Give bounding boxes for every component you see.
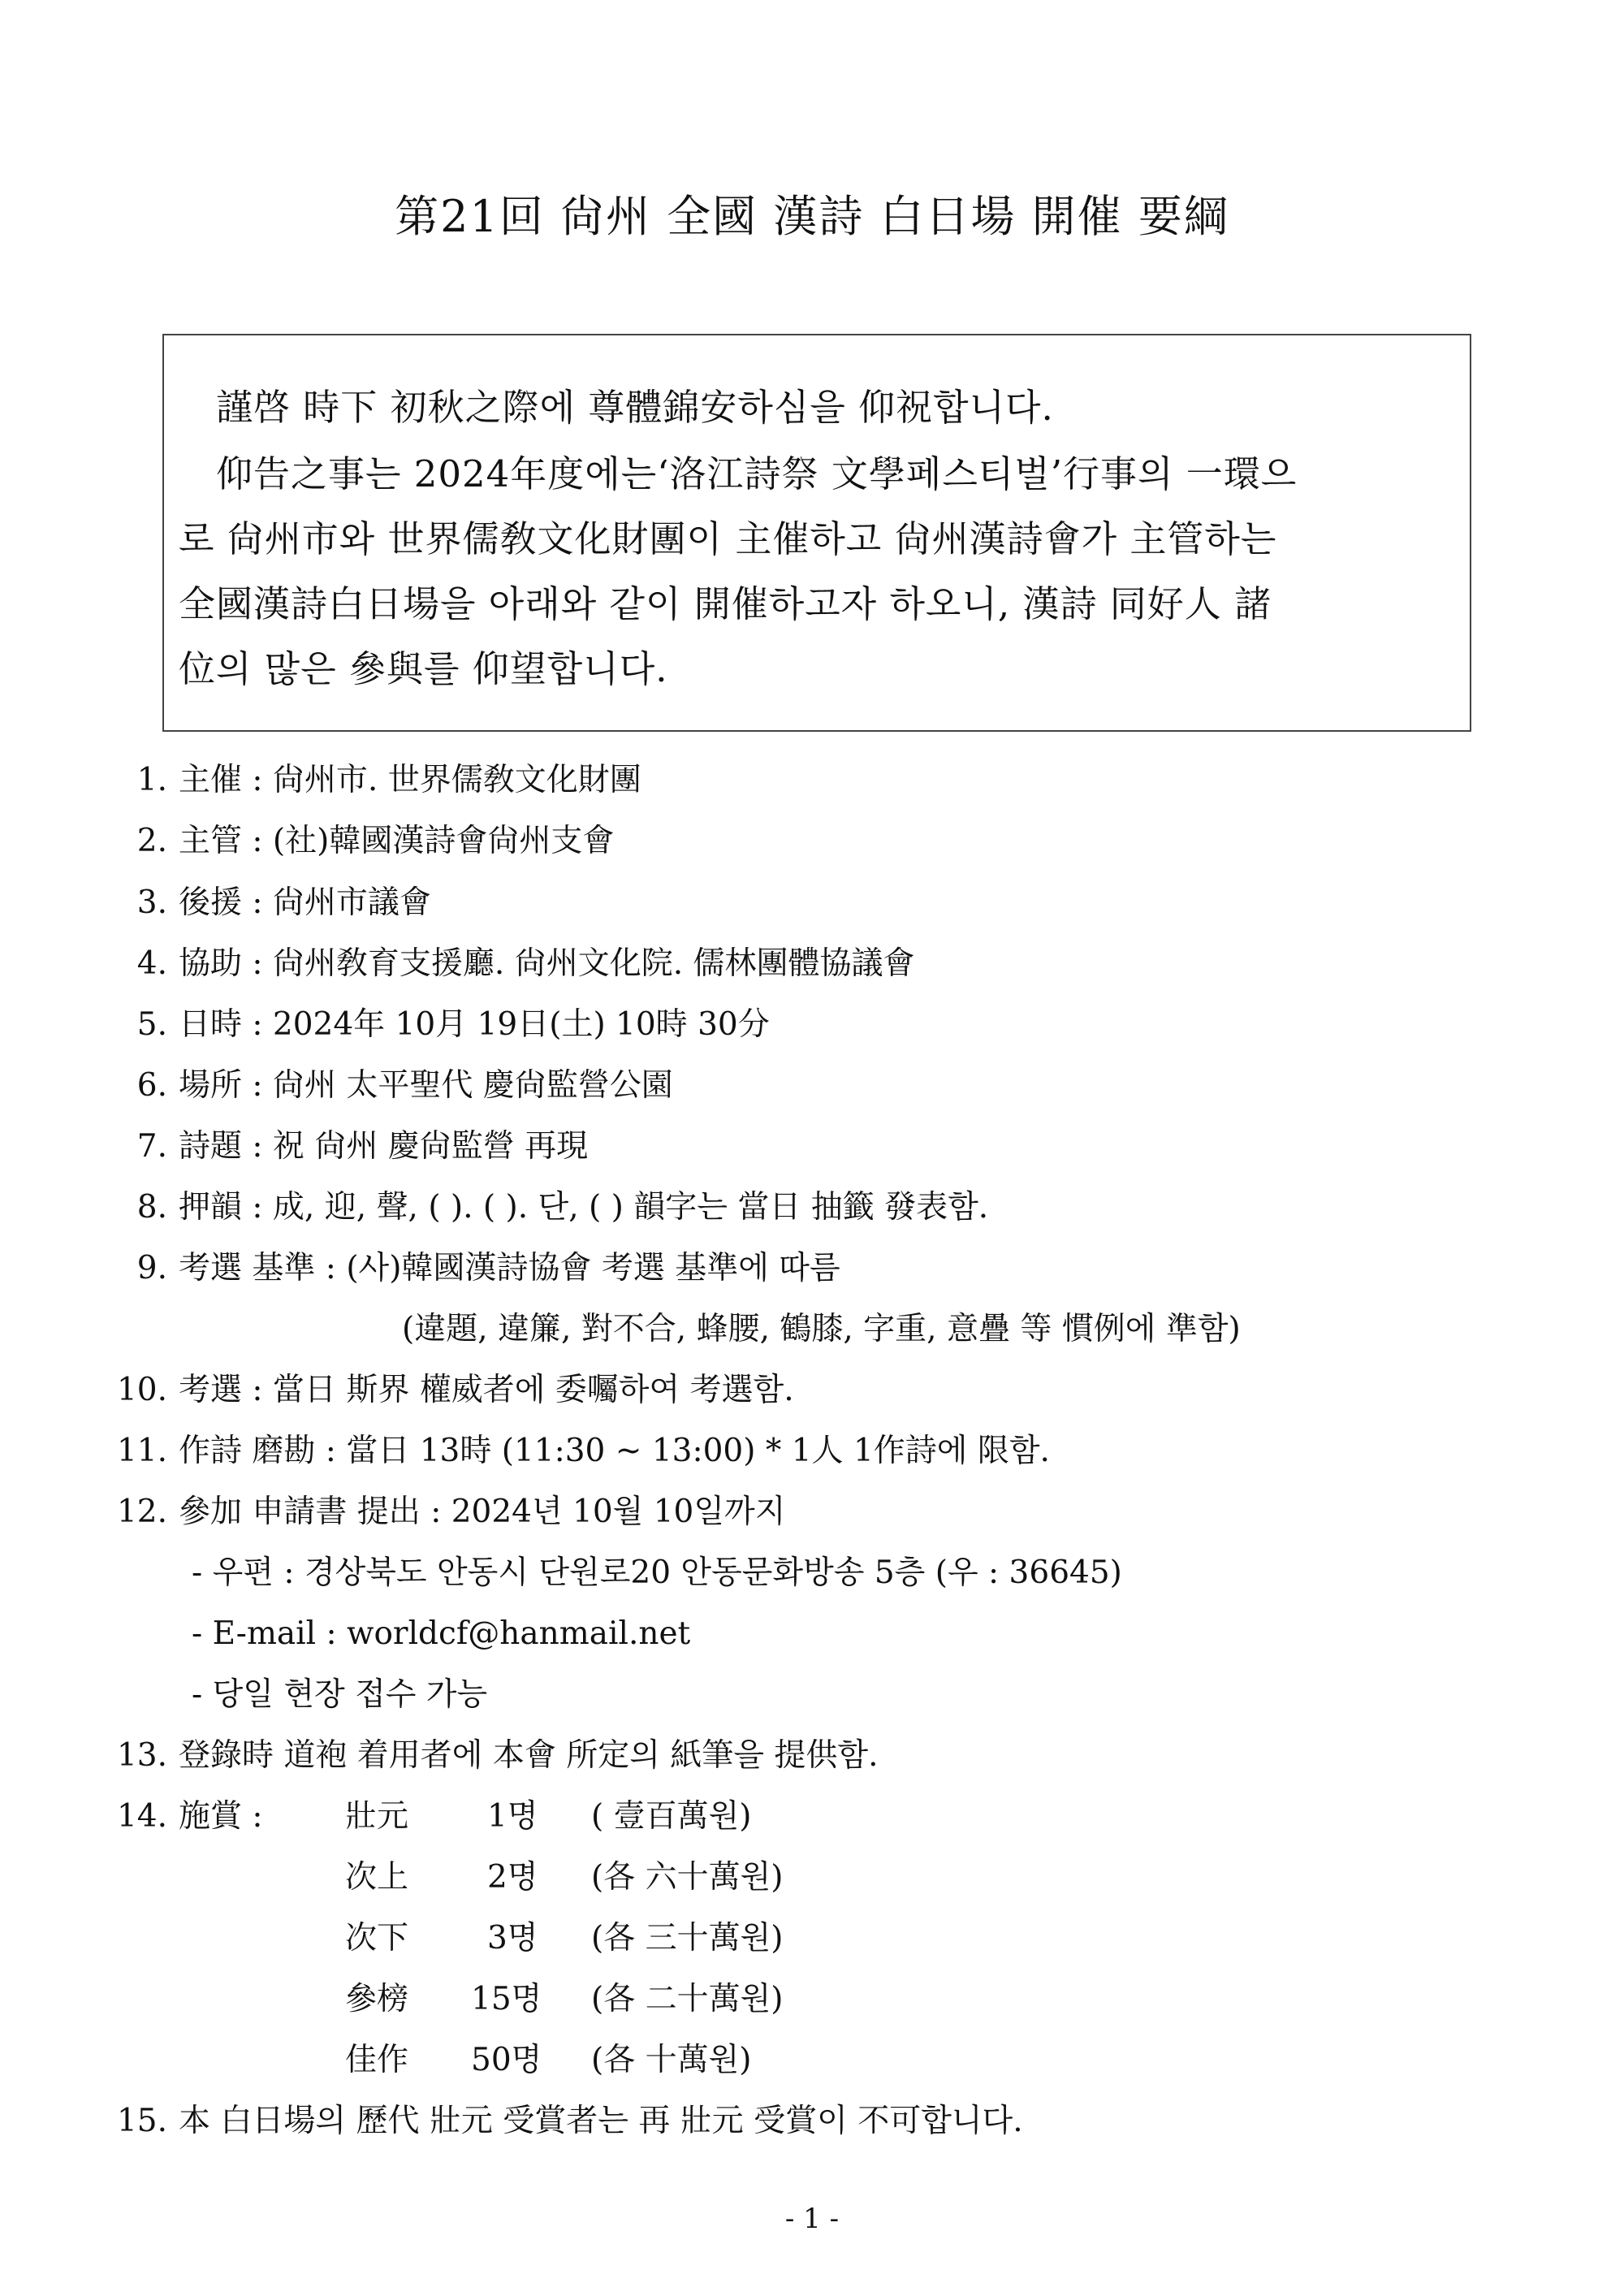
item-text: 主催 : 尙州市. 世界儒敎文化財團 xyxy=(179,762,641,798)
page-number: - 1 - xyxy=(784,2203,840,2235)
item-number: 15. xyxy=(116,2103,167,2139)
item-12-post xyxy=(192,1553,1122,1593)
prize-amount: (各 六十萬원) xyxy=(591,1859,784,1896)
item-12-onsite xyxy=(192,1675,487,1715)
item-number: 3. xyxy=(136,884,167,921)
prize-rank: 次上 xyxy=(345,1859,409,1896)
item-number: 5. xyxy=(136,1006,167,1043)
item-8 xyxy=(110,1187,988,1228)
item-12-email xyxy=(192,1614,690,1654)
prize-rank: 佳作 xyxy=(345,2042,409,2078)
document-title: 第21回 尙州 全國 漢詩 白日場 開催 要綱 xyxy=(395,191,1229,242)
prize-row xyxy=(0,1797,1624,1837)
item-number: 2. xyxy=(136,823,167,859)
item-9-detail xyxy=(402,1309,1241,1350)
prize-row xyxy=(0,1979,1624,2020)
item-text: 施賞 : xyxy=(179,1798,263,1835)
item-text: 本 白日場의 歷代 壯元 受賞者는 再 壯元 受賞이 不可합니다. xyxy=(179,2103,1023,2139)
item-text: 後援 : 尙州市議會 xyxy=(179,884,431,921)
item-number: 12. xyxy=(116,1494,167,1530)
item-3 xyxy=(110,883,431,923)
prize-row xyxy=(0,1857,1624,1898)
item-number: 4. xyxy=(136,945,167,982)
item-text: - 우편 : 경상북도 안동시 단원로20 안동문화방송 5층 (우 : 36645) xyxy=(192,1554,1122,1591)
item-7 xyxy=(110,1126,588,1167)
item-text: 日時 : 2024年 10月 19日(土) 10時 30分 xyxy=(179,1006,770,1043)
prize-row xyxy=(0,1918,1624,1959)
prize-row xyxy=(0,2040,1624,2081)
prize-count: 50명 xyxy=(471,2042,542,2078)
item-text: 協助 : 尙州敎育支援廳. 尙州文化院. 儒林團體協議會 xyxy=(179,945,915,982)
item-text: 主管 : (社)韓國漢詩會尙州支會 xyxy=(179,823,615,859)
prize-rank: 壯元 xyxy=(345,1798,409,1835)
prize-amount: (各 二十萬원) xyxy=(591,1981,784,2017)
item-number: 14. xyxy=(116,1798,167,1835)
item-4 xyxy=(110,944,915,984)
item-number: 13. xyxy=(116,1737,167,1774)
prize-count: 1명 xyxy=(487,1798,538,1835)
notice-line: 로 尙州市와 世界儒敎文化財團이 主催하고 尙州漢詩會가 主管하는 xyxy=(179,517,1277,560)
prize-count: 15명 xyxy=(471,1981,542,2017)
item-text: 考選 : 當日 斯界 權威者에 委囑하여 考選함. xyxy=(179,1372,794,1408)
item-text: - 당일 현장 접수 가능 xyxy=(192,1676,488,1713)
item-6 xyxy=(110,1066,673,1106)
prize-count: 3명 xyxy=(487,1920,538,1957)
item-number: 1. xyxy=(136,762,167,798)
prize-rank: 次下 xyxy=(345,1920,409,1957)
item-text: (違題, 違簾, 對不合, 蜂腰, 鶴膝, 字重, 意疊 等 慣例에 準함) xyxy=(402,1311,1241,1347)
item-number: 9. xyxy=(136,1250,167,1286)
item-text: 登錄時 道袍 着用者에 本會 所定의 紙筆을 提供함. xyxy=(179,1737,879,1774)
notice-line: 全國漢詩白日場을 아래와 같이 開催하고자 하오니, 漢詩 同好人 諸 xyxy=(179,582,1272,625)
item-number: 11. xyxy=(116,1433,167,1469)
item-10 xyxy=(110,1370,794,1411)
item-text: - E-mail : worldcf@hanmail.net xyxy=(192,1615,691,1652)
prize-amount: (各 十萬원) xyxy=(591,2042,752,2078)
item-number: 7. xyxy=(136,1128,167,1165)
item-text: 押韻 : 成, 迎, 聲, ( ). ( ). 단, ( ) 韻字는 當日 抽籤 發表함. xyxy=(179,1189,989,1226)
item-text: 詩題 : 祝 尙州 慶尙監營 再現 xyxy=(179,1128,589,1165)
item-1 xyxy=(110,760,641,801)
item-11 xyxy=(110,1431,1050,1472)
notice-line: 位의 많은 參與를 仰望합니다. xyxy=(179,647,668,690)
notice-line: 仰告之事는 2024年度에는‘洛江詩祭 文學페스티벌’行事의 一環으 xyxy=(179,452,1298,495)
item-5 xyxy=(110,1005,770,1045)
item-text: 考選 基準 : (사)韓國漢詩協會 考選 基準에 따름 xyxy=(179,1250,840,1286)
item-number: 10. xyxy=(116,1372,167,1408)
prize-amount: (各 三十萬원) xyxy=(591,1920,784,1957)
prize-count: 2명 xyxy=(487,1859,538,1896)
notice-line: 謹啓 時下 初秋之際에 尊體錦安하심을 仰祝합니다. xyxy=(179,386,1054,429)
item-text: 參加 申請書 提出 : 2024년 10월 10일까지 xyxy=(179,1494,786,1530)
item-text: 作詩 磨勘 : 當日 13時 (11:30 ~ 13:00) * 1人 1作詩에 限함. xyxy=(179,1433,1050,1469)
item-9 xyxy=(110,1248,840,1289)
item-13 xyxy=(110,1736,878,1776)
item-number: 8. xyxy=(136,1189,167,1226)
item-number: 6. xyxy=(136,1067,167,1104)
item-text: 場所 : 尙州 太平聖代 慶尙監營公園 xyxy=(179,1067,673,1104)
item-12 xyxy=(110,1492,785,1533)
item-2 xyxy=(110,821,614,862)
item-15 xyxy=(110,2101,1023,2142)
notice-box xyxy=(162,334,1471,732)
prize-rank: 參榜 xyxy=(345,1981,409,2017)
prize-amount: ( 壹百萬원) xyxy=(591,1798,752,1835)
